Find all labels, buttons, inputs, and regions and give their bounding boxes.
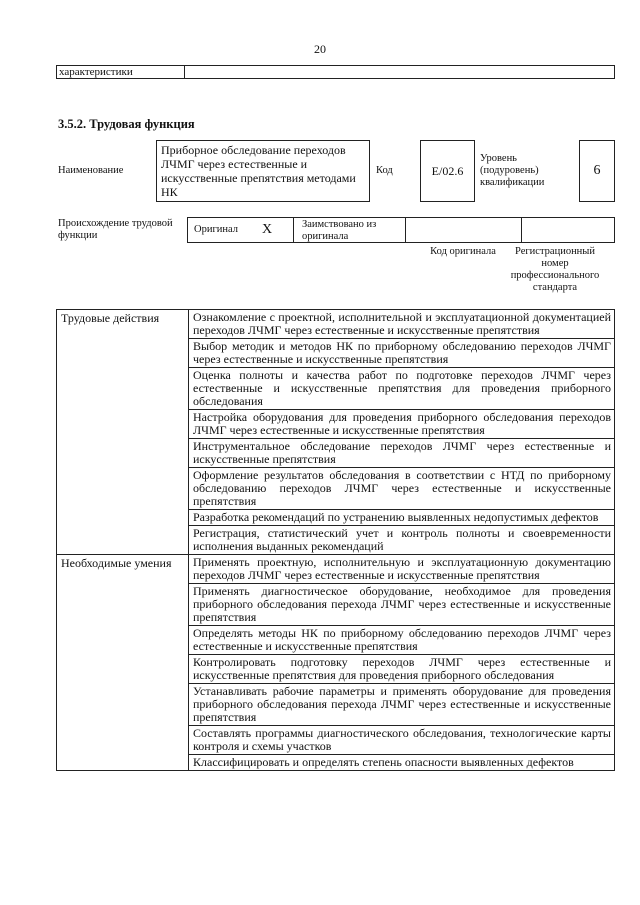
origin-borrowed-cell	[294, 218, 406, 242]
origin-code-cell	[406, 218, 522, 242]
origin-row	[187, 217, 615, 243]
item-cell: Классифицировать и определять степень опасности выявленных дефектов	[189, 755, 615, 771]
item-cell: Определять методы НК по приборному обследованию переходов ЛЧМГ через естественные и искусственные препятствия	[189, 626, 615, 655]
section-title: 3.5.2. Трудовая функция	[58, 117, 195, 131]
table-row	[57, 310, 615, 339]
origin-reg-cell	[522, 218, 614, 242]
item-cell: Составлять программы диагностического обследования, технологические карты контроля и схемы участков	[189, 726, 615, 755]
item-cell: Разработка рекомендаций по устранению выявленных недопустимых дефектов	[189, 510, 615, 526]
item-cell: Выбор методик и методов НК по приборному обследованию переходов ЛЧМГ через естественные и искусственные препятствия	[189, 339, 615, 368]
item-cell: Инструментальное обследование переходов ЛЧМГ через естественные и искусственные препятствия	[189, 439, 615, 468]
table-row	[57, 555, 615, 584]
item-cell: Оценка полноты и качества работ по подготовке переходов ЛЧМГ через естественные и искусственные препятствия для проведения приборного обследования	[189, 368, 615, 410]
category-cell: Трудовые действия	[57, 310, 189, 555]
original-label: Оригинал	[194, 224, 238, 235]
item-cell: Ознакомление с проектной, исполнительной и эксплуатационной документацией переходов ЛЧМГ через естественные и искусственные препятствия	[189, 310, 615, 339]
top-row-table	[56, 65, 615, 79]
reg-number-label: Регистрационный номер профессионального стандарта	[510, 246, 600, 293]
origin-original-cell	[188, 218, 294, 242]
level-value: 6	[579, 140, 615, 202]
origin-label: Происхождение трудовой функции	[58, 218, 173, 241]
item-cell: Применять диагностическое оборудование, необходимое для проведения приборного обследования перехода ЛЧМГ через естественные и искусственные препятствия	[189, 584, 615, 626]
item-cell: Оформление результатов обследования в соответствии с НТД по приборному обследованию переходов ЛЧМГ через естественные и искусственные препятствия	[189, 468, 615, 510]
level-label: Уровень (подуровень) квалификации	[480, 153, 545, 188]
name-label: Наименование	[58, 165, 124, 176]
page-number: 20	[314, 42, 326, 56]
code-label: Код	[376, 165, 393, 176]
top-row-label: характеристики	[57, 66, 185, 78]
code-original-label: Код оригинала	[430, 246, 496, 257]
item-cell: Настройка оборудования для проведения приборного обследования переходов ЛЧМГ через естественные и искусственные препятствия	[189, 410, 615, 439]
item-cell: Контролировать подготовку переходов ЛЧМГ через естественные и искусственные препятствия для проведения приборного обследования	[189, 655, 615, 684]
original-mark: X	[262, 222, 273, 237]
category-cell: Необходимые умения	[57, 555, 189, 771]
item-cell: Применять проектную, исполнительную и эксплуатационную документацию переходов ЛЧМГ через естественные и искусственные препятствия	[189, 555, 615, 584]
name-value: Приборное обследование переходов ЛЧМГ через естественные и искусственные препятствия методами НК	[156, 140, 370, 202]
item-cell: Устанавливать рабочие параметры и применять оборудование для проведения приборного обследования перехода ЛЧМГ через естественные и искусственные препятствия	[189, 684, 615, 726]
borrowed-label: Заимствовано из оригинала	[302, 219, 377, 242]
functions-table	[56, 309, 615, 771]
item-cell: Регистрация, статистический учет и контроль полноты и своевременности исполнения выданных рекомендаций	[189, 526, 615, 555]
code-value: E/02.6	[420, 140, 475, 202]
